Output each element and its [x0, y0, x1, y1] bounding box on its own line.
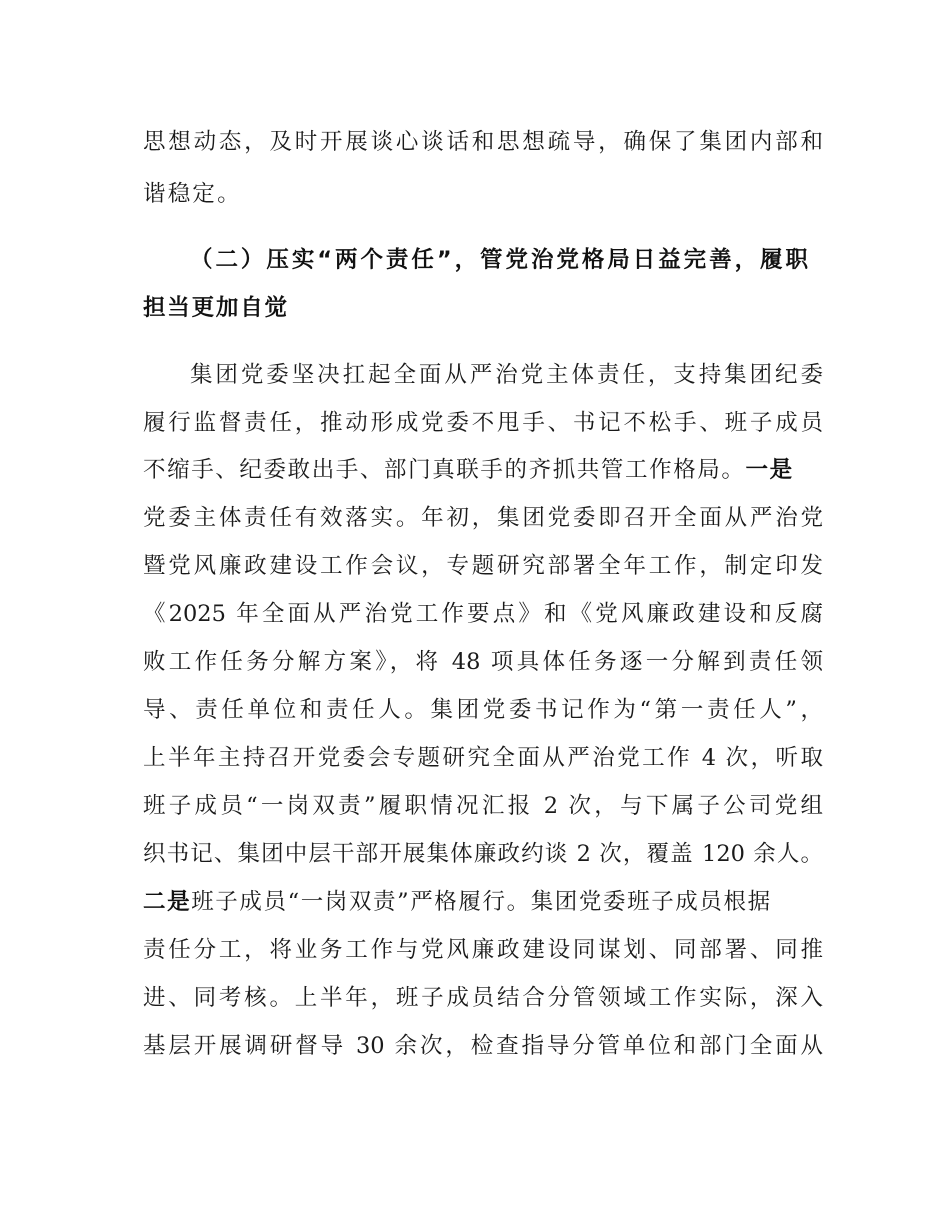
paragraph-line: 谐稳定。 — [143, 181, 242, 207]
paragraph-text: 班子成员“一岗双责”严格履行。集团党委班子成员根据 — [191, 889, 772, 915]
section-heading: 担当更加自觉 — [143, 295, 289, 321]
paragraph-line: 上半年主持召开党委会专题研究全面从严治党工作 4 次，听取 — [143, 745, 823, 771]
paragraph-line: 履行监督责任，推动形成党委不甩手、书记不松手、班子成员 — [143, 410, 823, 436]
paragraph-line: 班子成员“一岗双责”履职情况汇报 2 次，与下属子公司党组 — [143, 793, 823, 819]
paragraph-line: 党委主体责任有效落实。年初，集团党委即召开全面从严治党 — [143, 505, 823, 531]
paragraph-line: 思想动态，及时开展谈心谈话和思想疏导，确保了集团内部和 — [143, 129, 823, 155]
paragraph-line: 进、同考核。上半年，班子成员结合分管领域工作实际，深入 — [143, 985, 823, 1011]
paragraph-line: 基层开展调研督导 30 余次，检查指导分管单位和部门全面从 — [143, 1033, 823, 1059]
paragraph-line: 责任分工，将业务工作与党风廉政建设同谋划、同部署、同推 — [143, 937, 823, 963]
paragraph-line: 织书记、集团中层干部开展集体廉政约谈 2 次，覆盖 120 余人。 — [143, 841, 823, 867]
paragraph-line: 导、责任单位和责任人。集团党委书记作为“第一责任人”， — [143, 697, 823, 723]
paragraph-line: 集团党委坚决扛起全面从严治党主体责任，支持集团纪委 — [190, 362, 823, 388]
paragraph-line — [143, 882, 823, 922]
bold-marker: 二是 — [143, 889, 192, 915]
paragraph-line — [143, 450, 823, 490]
paragraph-text: 不缩手、纪委敢出手、部门真联手的齐抓共管工作格局。 — [143, 457, 746, 483]
bold-marker: 一是 — [745, 457, 794, 483]
paragraph-line: 暨党风廉政建设工作会议，专题研究部署全年工作，制定印发 — [143, 553, 823, 579]
paragraph-line: 《2025 年全面从严治党工作要点》和《党风廉政建设和反腐 — [143, 601, 823, 627]
section-heading: （二）压实“两个责任”，管党治党格局日益完善，履职 — [190, 247, 808, 273]
paragraph-line: 败工作任务分解方案》，将 48 项具体任务逐一分解到责任领 — [143, 649, 823, 675]
